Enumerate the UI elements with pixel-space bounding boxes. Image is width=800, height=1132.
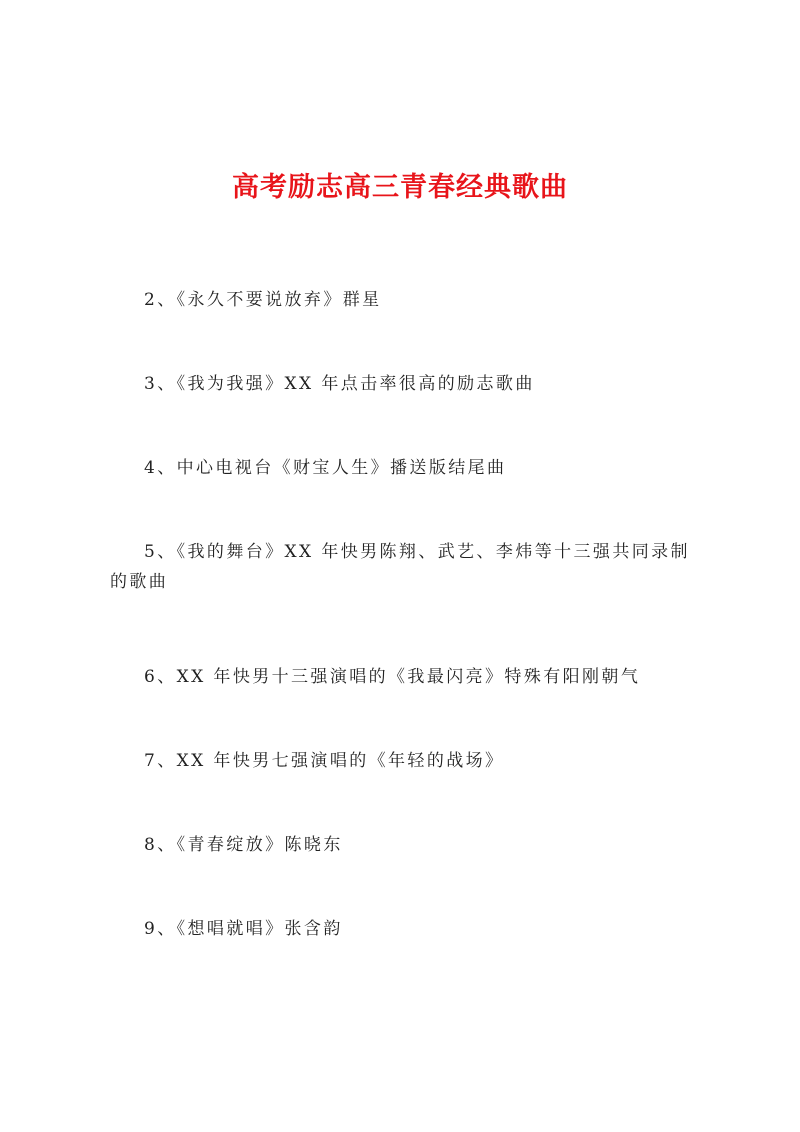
list-item: 5、《我的舞台》XX 年快男陈翔、武艺、李炜等十三强共同录制的歌曲	[110, 542, 690, 592]
list-item: 9、《想唱就唱》张含韵	[144, 919, 343, 939]
list-item: 3、《我为我强》XX 年点击率很高的励志歌曲	[144, 374, 535, 394]
list-item: 7、XX 年快男七强演唱的《年轻的战场》	[144, 751, 505, 771]
list-item: 8、《青春绽放》陈晓东	[144, 835, 343, 855]
list-item: 4、中心电视台《财宝人生》播送版结尾曲	[144, 458, 507, 478]
list-item: 2、《永久不要说放弃》群星	[144, 290, 382, 310]
page-title: 高考励志高三青春经典歌曲	[232, 172, 568, 203]
list-item: 6、XX 年快男十三强演唱的《我最闪亮》特殊有阳刚朝气	[144, 667, 641, 687]
